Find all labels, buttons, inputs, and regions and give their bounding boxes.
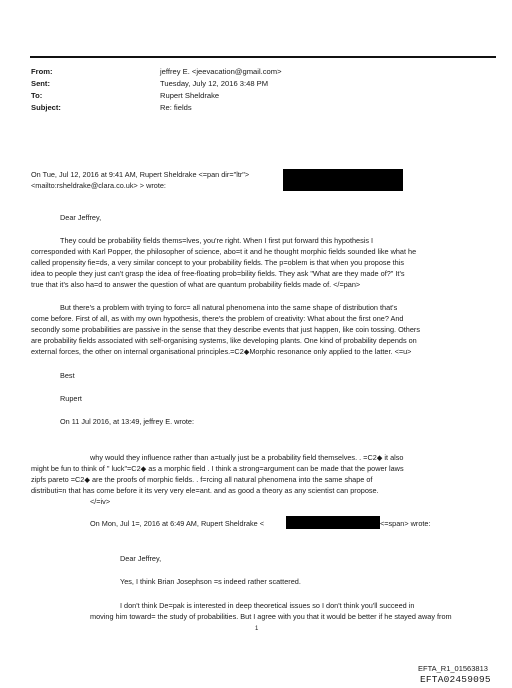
paragraph-line: </=iv>	[90, 497, 111, 506]
greeting: Dear Jeffrey,	[60, 213, 102, 222]
page-number: 1	[255, 626, 259, 632]
paragraph-line: I don't think De=pak is interested in deep theoretical issues so I don't think you'll succeed in	[120, 601, 415, 610]
paragraph-line: why would they influence rather than a=tually just be a probability field themselves. . =C2◆ it also	[90, 453, 404, 462]
header-divider	[30, 56, 496, 58]
from-label: From:	[31, 67, 53, 76]
quote-line: <mailto:rsheldrake@clara.co.uk> > wrote:	[31, 181, 166, 190]
paragraph-line: come before. First of all, as with my own hypothesis, there's the problem of creativity: What about the first one? And	[31, 314, 404, 323]
paragraph-line: external forces, the other on internal organisational principles.=C2◆Morphic resonance only applied to the latter. <=u>	[31, 347, 412, 356]
sent-value: Tuesday, July 12, 2016 3:48 PM	[160, 79, 269, 88]
to-label: To:	[31, 91, 43, 100]
redaction-box	[286, 516, 380, 529]
sign-off: Best	[60, 371, 75, 380]
paragraph-line: zipfs pareto =C2◆ are the proofs of morphic fields. . f=rcing all natural phenomena into the same shape of	[31, 475, 373, 484]
from-value: jeffrey E. <jeevacation@gmail.com>	[160, 67, 282, 76]
quote-line: <=span> wrote:	[380, 519, 431, 528]
document-id: EFTA02459095	[420, 674, 491, 685]
document-id: EFTA_R1_01563813	[418, 664, 488, 673]
paragraph-line: But there's a problem with trying to forc= all natural phenomena into the same shape of distribution that's	[60, 303, 398, 312]
quote-line: On Tue, Jul 12, 2016 at 9:41 AM, Rupert Sheldrake <=pan dir="ltr">	[31, 170, 250, 179]
to-value: Rupert Sheldrake	[160, 91, 220, 100]
paragraph-line: idea to people they just can't grasp the idea of free-floating prob=bility fields. They ask "What are they made of?" It's	[31, 269, 405, 278]
paragraph-line: corresponded with Karl Popper, the philosopher of science, abo=t it and he thought morphic fields sounded like what he	[31, 247, 417, 256]
sent-label: Sent:	[31, 79, 50, 88]
paragraph-line: moving him toward= the study of probabilities. But I agree with you that it would be better if he stayed away from	[90, 612, 452, 621]
paragraph-line: called propensity fie=ds, a very similar concept to your probability fields. The p=oblem is that when you propose this	[31, 258, 405, 267]
quote-line: On Mon, Jul 1=, 2016 at 6:49 AM, Rupert Sheldrake <	[90, 519, 265, 528]
paragraph-line: Yes, I think Brian Josephson =s indeed rather scattered.	[120, 577, 301, 586]
quote-line: On 11 Jul 2016, at 13:49, jeffrey E. wrote:	[60, 417, 194, 426]
paragraph-line: might be fun to think of " luck"=C2◆ as a morphic field . I think a strong=argument can be made that the power laws	[31, 464, 404, 473]
subject-label: Subject:	[31, 103, 61, 112]
signature-name: Rupert	[60, 394, 82, 403]
subject-value: Re: fields	[160, 103, 192, 112]
paragraph-line: secondly some probabilities are passive in the sense that they describe events that just happen, like coin tossing. Others	[31, 325, 420, 334]
paragraph-line: They could be probability fields thems=lves, you're right. When I first put forward this hypothesis I	[60, 236, 374, 245]
paragraph-line: distributi=n that has come before it its very very ele=ant. and as good a theory as any scientist can propose.	[31, 486, 379, 495]
redaction-box	[283, 169, 403, 191]
greeting: Dear Jeffrey,	[120, 554, 162, 563]
paragraph-line: are probability fields associated with self-organising systems, like developing plants. One kind of probability depends on	[31, 336, 417, 345]
paragraph-line: true that it's also ha=d to answer the question of what are quantum probability fields made of. </=pan>	[31, 280, 361, 289]
